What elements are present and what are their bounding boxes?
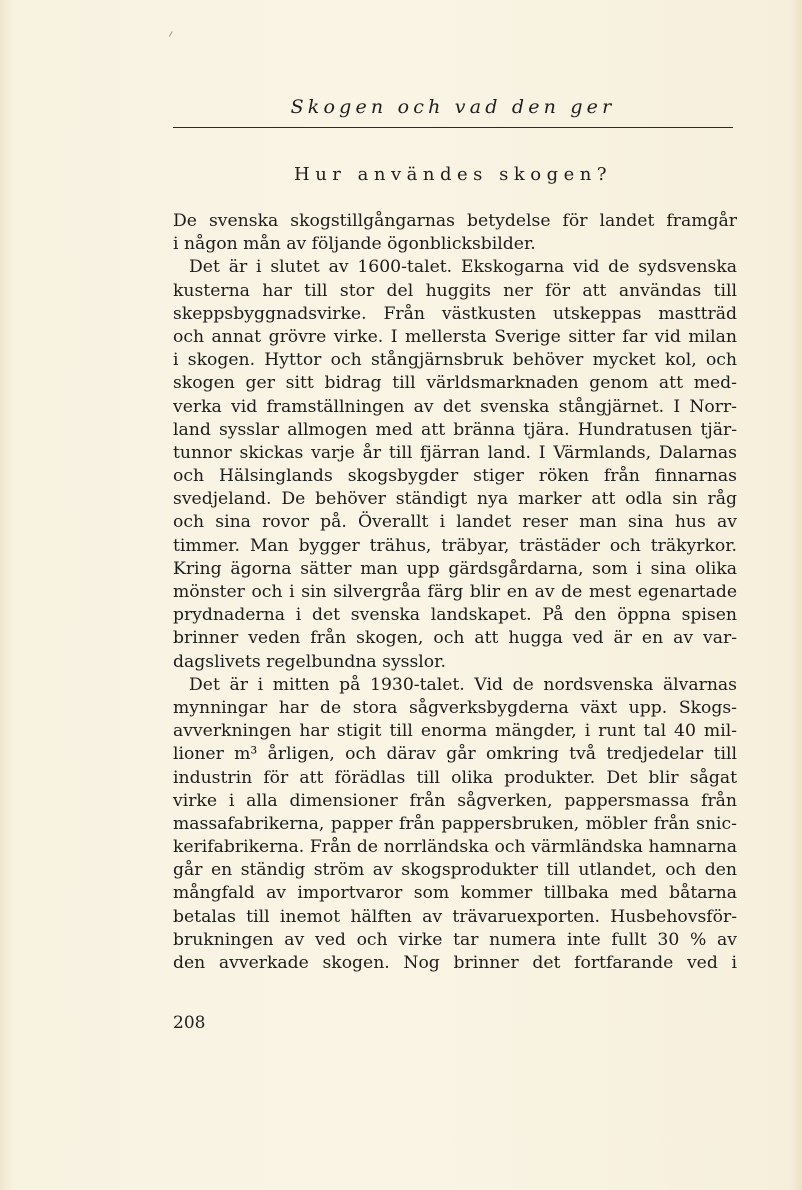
text-line: tunnor skickas varje år till fjärran land. I Värmlands, Dalarnas bbox=[173, 442, 737, 463]
text-line: svedjeland. De behöver ständigt nya marker att odla sin råg bbox=[173, 489, 737, 510]
paragraph bbox=[173, 674, 737, 975]
body-text bbox=[173, 210, 737, 975]
text-line: virke i alla dimensioner från sågverken, pappersmassa från bbox=[173, 790, 737, 811]
text-line: betalas till inemot hälften av trävaruexporten. Husbehovsför- bbox=[173, 906, 737, 927]
text-line: mångfald av importvaror som kommer tillbaka med båtarna bbox=[173, 883, 737, 904]
text-line: massafabrikerna, papper från pappersbruken, möbler från snic- bbox=[173, 813, 737, 834]
text-line: Det är i slutet av 1600-talet. Ekskogarna vid de sydsvenska bbox=[189, 257, 737, 278]
text-line: prydnaderna i det svenska landskapet. På den öppna spisen bbox=[173, 605, 737, 626]
text-line: mönster och i sin silvergråa färg blir en av de mest egenartade bbox=[173, 582, 737, 602]
paragraph bbox=[173, 210, 737, 256]
page-number: 208 bbox=[173, 1013, 206, 1033]
header-rule bbox=[173, 127, 733, 128]
text-line: Det är i mitten på 1930-talet. Vid de nordsvenska älvarnas bbox=[189, 674, 737, 695]
text-line: och annat grövre virke. I mellersta Sverige sitter far vid milan bbox=[173, 326, 737, 347]
text-line: brinner veden från skogen, och att hugga ved är en av var- bbox=[173, 628, 737, 649]
text-line: brukningen av ved och virke tar numera inte fullt 30 % av bbox=[173, 929, 737, 950]
text-line: i skogen. Hyttor och stångjärnsbruk behöver mycket kol, och bbox=[173, 350, 737, 371]
text-line: skeppsbyggnadsvirke. Från västkusten utskeppas mastträd bbox=[173, 303, 737, 324]
running-head: Skogen och vad den ger bbox=[290, 96, 616, 118]
section-title: Hur användes skogen? bbox=[294, 164, 612, 185]
text-line: kerifabrikerna. Från de norrländska och värmländska hamnarna bbox=[173, 837, 737, 858]
text-line: timmer. Man bygger trähus, träbyar, trästäder och träkyrkor. bbox=[173, 535, 737, 556]
text-line: avverkningen har stigit till enorma mängder, i runt tal 40 mil- bbox=[173, 721, 737, 742]
text-line: verka vid framställningen av det svenska stångjärnet. I Norr- bbox=[173, 396, 737, 417]
text-line: kusterna har till stor del huggits ner för att användas till bbox=[173, 280, 737, 301]
text-line: dagslivets regelbundna sysslor. bbox=[173, 651, 446, 672]
text-line: lioner m³ årligen, och därav går omkring två tredjedelar till bbox=[173, 744, 737, 765]
paragraph bbox=[173, 256, 737, 673]
text-line: och Hälsinglands skogsbygder stiger röken från finnarnas bbox=[173, 466, 737, 487]
text-line: i någon mån av följande ögonblicksbilder. bbox=[173, 234, 536, 255]
text-line: Kring ägorna sätter man upp gärdsgårdarna, som i sina olika bbox=[173, 558, 737, 579]
text-line: skogen ger sitt bidrag till världsmarknaden genom att med- bbox=[173, 373, 737, 394]
text-line: den avverkade skogen. Nog brinner det fortfarande ved i bbox=[173, 953, 737, 973]
text-line: industrin för att förädlas till olika produkter. Det blir sågat bbox=[173, 767, 737, 788]
text-line: mynningar har de stora sågverksbygderna växt upp. Skogs- bbox=[173, 697, 737, 718]
text-line: De svenska skogstillgångarnas betydelse för landet framgår bbox=[173, 211, 737, 231]
text-line: går en ständig ström av skogsprodukter till utlandet, och den bbox=[173, 860, 737, 881]
text-line: och sina rovor på. Överallt i landet reser man sina hus av bbox=[173, 512, 737, 533]
text-line: land sysslar allmogen med att bränna tjära. Hundratusen tjär- bbox=[173, 419, 737, 440]
pencil-tick-mark bbox=[169, 31, 176, 39]
